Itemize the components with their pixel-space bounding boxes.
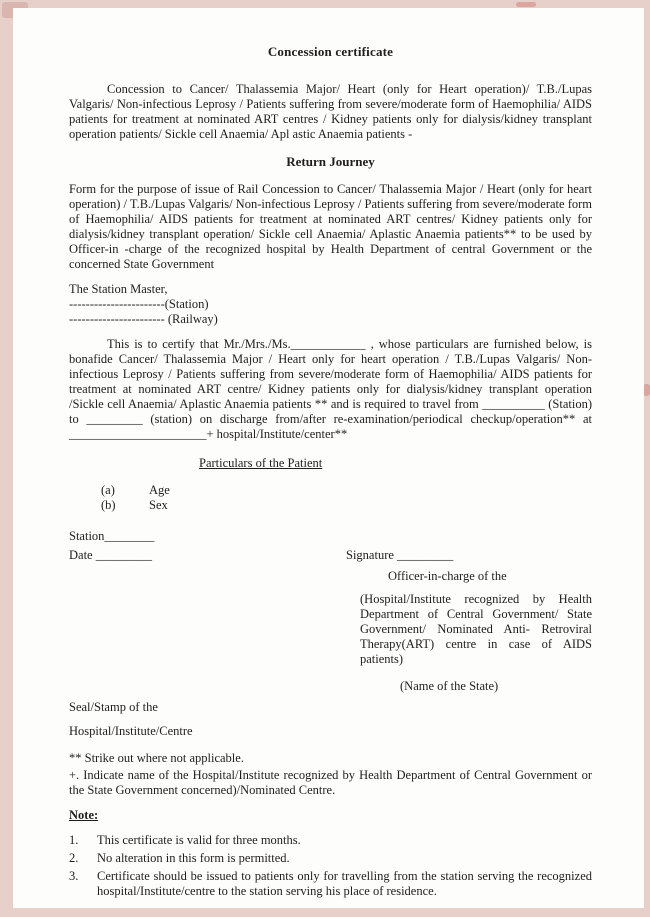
form-purpose-paragraph: Form for the purpose of issue of Rail Concession to Cancer/ Thalassemia Major / Heart (only for heart operation) / T.B./Lupas Valgaris/ Non-infectious Leprosy / Patients suffering from severe/moderate form of Haemophilia/ AIDS patients for treatment at nominated ART centres/ Kidney patients only for dialysis/kidney transplant operation/ Sickle cell Anaemia/ Aplastic Anaemia patients** to be used by Officer-in -charge of the recognized hospital by Health Department of central Government or the concerned State Government <box>69 182 592 271</box>
return-journey-heading: Return Journey <box>286 154 375 169</box>
particular-label-b: (b) <box>101 498 116 512</box>
footnote-strike-out: ** Strike out where not applicable. <box>69 751 244 765</box>
particulars-heading: Particulars of the Patient <box>199 456 323 470</box>
intro-paragraph: Concession to Cancer/ Thalassemia Major/ Heart (only for Heart operation)/ T.B./Lupas Valgaris/ Non-infectious Leprosy / Patients suffering from severe/moderate form of Haemophilia/ AIDS patients for treatment at nominated ART centres / Kidney patients only for dialysis/kidney transplant operation patients/ Sickle cell Anaemia/ Apl astic Anaemia patients - <box>69 82 592 141</box>
footnotes-block <box>69 751 592 798</box>
date-signature-row <box>69 548 592 563</box>
footnote-indicate-name: +. Indicate name of the Hospital/Institute recognized by Health Department of Central Government or the State Government concerned)/Nominated Centre. <box>69 768 592 797</box>
particular-field-age: Age <box>149 483 170 497</box>
note-item-3 <box>69 869 592 899</box>
railway-blank-line: ----------------------- (Railway) <box>69 312 218 326</box>
station-blank-line: -----------------------(Station) <box>69 297 209 311</box>
seal-stamp-block <box>69 700 592 739</box>
station-master-line: The Station Master, <box>69 282 168 296</box>
particular-label-a: (a) <box>101 483 115 497</box>
note-heading: Note: <box>69 808 99 822</box>
officer-in-charge-line: Officer-in-charge of the <box>388 569 507 583</box>
seal-line-1: Seal/Stamp of the <box>69 700 158 714</box>
note-number-3: 3. <box>69 869 79 883</box>
document-title: Concession certificate <box>267 44 394 59</box>
addressee-block <box>69 282 592 327</box>
officer-block <box>360 569 592 694</box>
signature-field: Signature _________ <box>346 548 454 562</box>
notes-list <box>69 833 592 899</box>
particular-row-age <box>69 483 592 498</box>
note-text-2: No alteration in this form is permitted. <box>97 851 290 865</box>
scan-artifact <box>516 2 536 7</box>
seal-line-2: Hospital/Institute/Centre <box>69 724 193 738</box>
particulars-list <box>69 483 592 513</box>
scan-artifact <box>643 384 650 396</box>
note-number-1: 1. <box>69 833 79 847</box>
name-of-state-line: (Name of the State) <box>400 679 499 693</box>
particular-field-sex: Sex <box>149 498 168 512</box>
note-text-1: This certificate is valid for three months. <box>97 833 301 847</box>
certify-paragraph: This is to certify that Mr./Mrs./Ms.____________ , whose particulars are furnished below, is bonafide Cancer/ Thalassemia Major / Heart only for heart operation / T.B./Lupas Valgaris/ Non-infectious Leprosy / Patients suffering from severe/moderate form of Haemophilia/ AIDS patients for treatment at nominated ART centre/ Kidney patients only for dialysis/kidney transplant operation /Sickle cell Anaemia/ Aplastic Anaemia patients ** and is required to travel from __________ (Station) to _________ (station) on discharge from/after re-examination/periodical checkup/operation** at ______________________+ hospital/Institute/center** <box>69 337 592 441</box>
hospital-institute-note: (Hospital/Institute recognized by Health Department of Central Government/ State Government/ Nominated Anti- Retroviral Therapy(ART) centre in case of AIDS patients) <box>360 592 592 666</box>
particular-row-sex <box>69 498 592 513</box>
note-number-2: 2. <box>69 851 79 865</box>
document-page <box>13 8 644 908</box>
note-item-2 <box>69 851 592 866</box>
note-item-1 <box>69 833 592 848</box>
station-field: Station________ <box>69 529 155 543</box>
date-field: Date _________ <box>69 548 152 562</box>
note-text-3: Certificate should be issued to patients only for travelling from the station serving the recognized hospital/Institute/centre to the station serving his place of residence. <box>97 869 592 898</box>
